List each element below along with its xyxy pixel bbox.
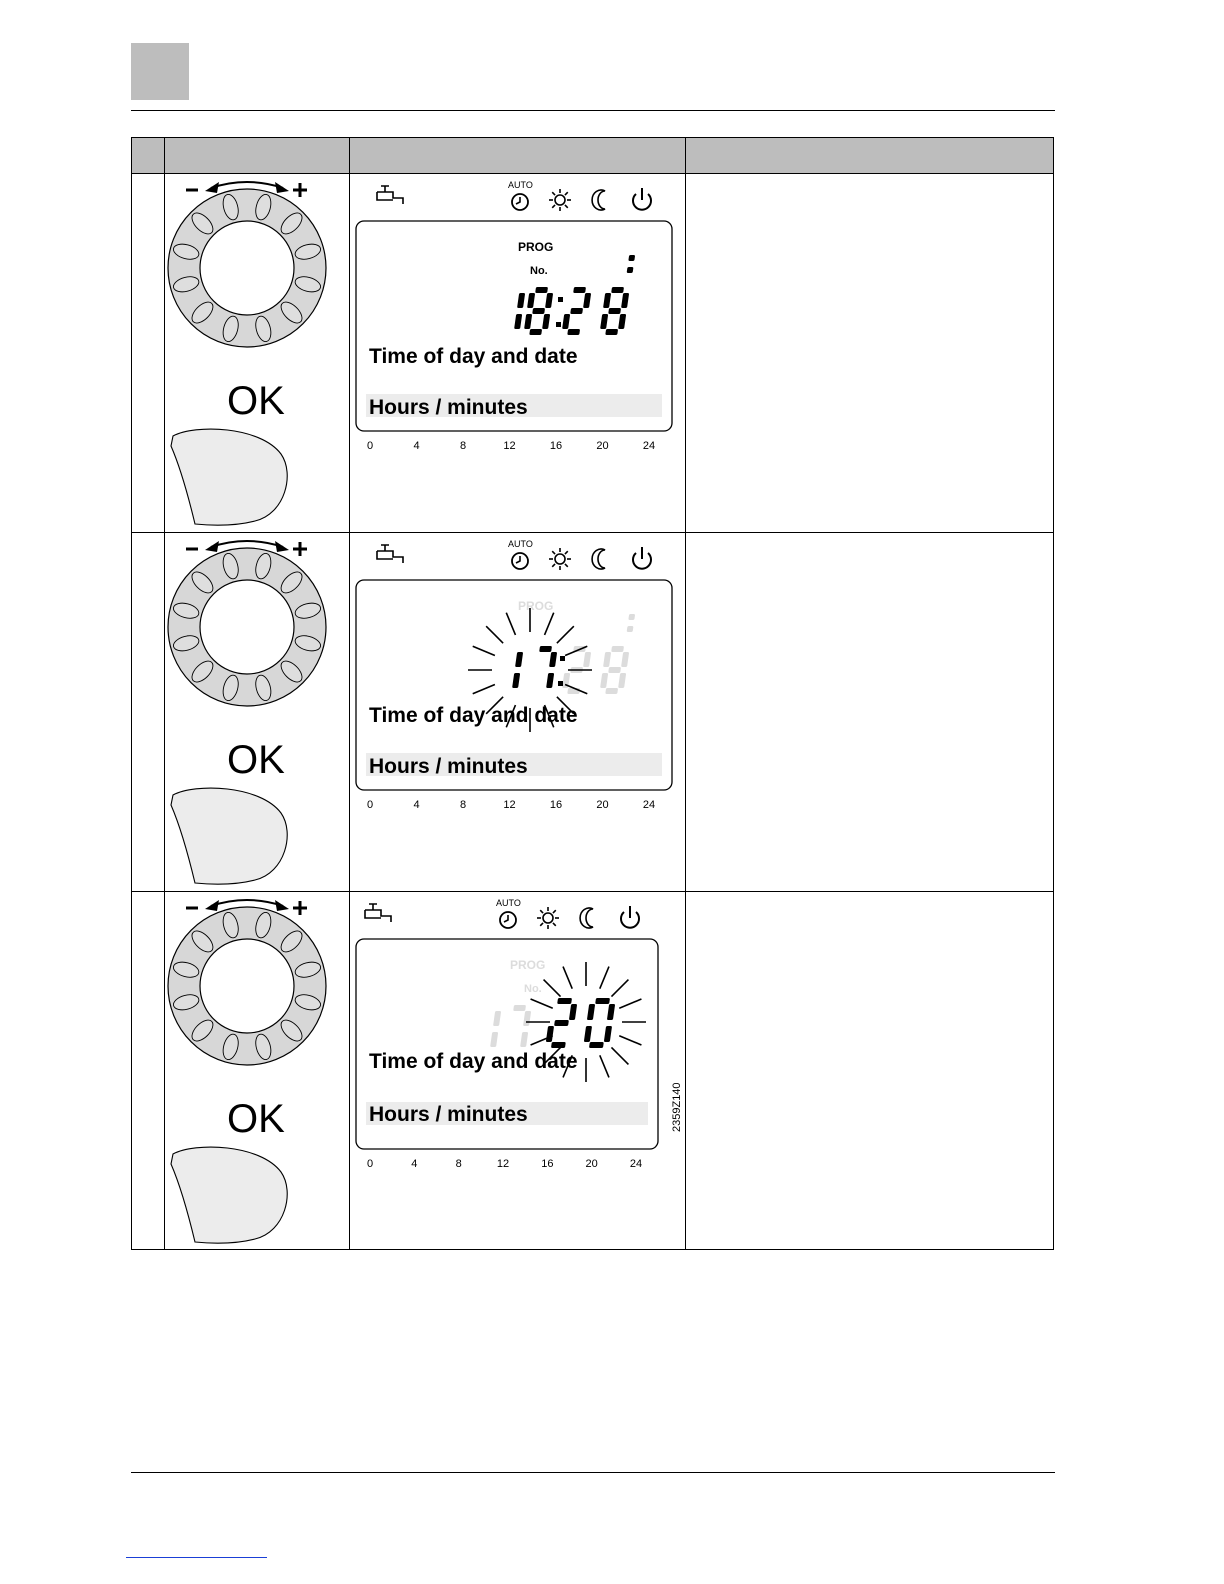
- table-row: [132, 533, 1053, 891]
- auto-label: AUTO: [496, 898, 521, 908]
- rotary-knob: [168, 907, 326, 1065]
- display-cell: [350, 892, 686, 1250]
- standby-icon: [633, 188, 651, 210]
- rotary-knob: [168, 189, 326, 347]
- ok-label: OK: [227, 738, 285, 782]
- time-axis-label: 4: [413, 799, 420, 811]
- plus-icon: [293, 183, 307, 197]
- digit-segment: [605, 688, 618, 694]
- auto-label: AUTO: [508, 539, 533, 549]
- knob-center: [200, 221, 294, 315]
- moon-icon: [592, 549, 605, 569]
- ok-label: OK: [227, 379, 285, 423]
- time-colon: [558, 297, 563, 302]
- lcd-subtitle-text: Hours / minutes: [369, 396, 528, 419]
- time-axis-label: 16: [541, 1158, 554, 1170]
- header-cell-explanation: [686, 138, 1053, 174]
- digit-segment: [535, 287, 548, 293]
- dhw-tap-icon: [365, 904, 391, 922]
- digit-segment: [595, 998, 610, 1004]
- knob-center: [200, 939, 294, 1033]
- sun-icon: [549, 548, 571, 570]
- display-cell: [350, 533, 686, 891]
- lcd-subtitle-text: Hours / minutes: [369, 1103, 528, 1126]
- digit-segment: [567, 329, 580, 335]
- sun-icon: [537, 907, 559, 929]
- operation-cell: [165, 892, 351, 1250]
- lcd-panel: [356, 221, 672, 431]
- time-axis-label: 24: [642, 799, 656, 811]
- time-axis-label: 24: [642, 440, 656, 452]
- prog-label: PROG: [518, 599, 554, 613]
- digit-segment: [551, 1042, 566, 1048]
- digit-segment: [513, 1005, 526, 1011]
- time-axis-label: 8: [455, 1158, 462, 1170]
- footer-rule: [131, 1472, 1055, 1473]
- no-label: No.: [530, 265, 548, 277]
- ok-button: [171, 429, 287, 525]
- lcd-title-text: Time of day and date: [369, 345, 578, 368]
- lcd-subtitle-text: Hours / minutes: [369, 755, 528, 778]
- digit-segment: [573, 287, 586, 293]
- digit-segment: [627, 626, 634, 632]
- time-axis-label: 0: [366, 799, 374, 811]
- time-axis-label: 0: [366, 1158, 374, 1170]
- time-axis-label: 0: [366, 440, 374, 452]
- operation-cell: [165, 533, 351, 891]
- digit-segment: [557, 998, 572, 1004]
- lcd-panel: [356, 580, 672, 790]
- digit-segment: [539, 646, 552, 652]
- time-colon: [560, 656, 565, 661]
- prog-label: PROG: [518, 240, 554, 254]
- standby-icon: [633, 547, 651, 569]
- footer-link-underline: [126, 1557, 267, 1558]
- operation-illustration: [165, 174, 351, 532]
- time-axis-label: 24: [629, 1158, 643, 1170]
- time-axis-label: 4: [413, 440, 420, 452]
- digit-segment: [608, 308, 621, 314]
- ok-button: [171, 1147, 287, 1243]
- prog-label: PROG: [510, 958, 546, 972]
- dhw-tap-icon: [377, 545, 403, 563]
- digit-segment: [628, 255, 635, 261]
- knob-center: [200, 580, 294, 674]
- lcd-panel: [356, 939, 658, 1149]
- digit-segment: [611, 287, 624, 293]
- table-row: [132, 892, 1053, 1250]
- dhw-tap-icon: [377, 186, 403, 204]
- steps-table: [131, 137, 1054, 1250]
- time-axis-label: 20: [585, 1158, 598, 1170]
- rotary-knob: [168, 548, 326, 706]
- digit-segment: [570, 308, 583, 314]
- display-illustration: [350, 533, 686, 891]
- auto-clock-icon: [508, 180, 533, 210]
- table-row: [132, 174, 1053, 532]
- time-axis-label: 20: [596, 440, 609, 452]
- digit-segment: [589, 1042, 604, 1048]
- auto-clock-icon: [496, 898, 521, 928]
- time-colon: [558, 681, 563, 686]
- operation-cell: [165, 174, 351, 532]
- lcd-title-text: Time of day and date: [369, 1050, 578, 1073]
- time-axis-label: 12: [503, 440, 516, 452]
- moon-icon: [592, 190, 605, 210]
- digit-segment: [554, 1020, 569, 1026]
- moon-icon: [580, 908, 593, 928]
- chapter-marker: [131, 43, 189, 100]
- display-cell: [350, 174, 686, 532]
- ok-label: OK: [227, 1097, 285, 1141]
- time-axis-label: 16: [549, 799, 563, 811]
- digit-segment: [529, 329, 542, 335]
- display-illustration: [350, 174, 686, 532]
- time-colon: [556, 322, 561, 327]
- time-axis-label: 20: [596, 799, 609, 811]
- digit-segment: [608, 667, 621, 673]
- ok-button: [171, 788, 287, 884]
- plus-icon: [293, 542, 307, 556]
- digit-segment: [605, 329, 618, 335]
- drawing-code: 2359Z140: [671, 1082, 683, 1132]
- display-illustration: [350, 892, 686, 1250]
- digit-segment: [532, 308, 545, 314]
- header-cell-display: [350, 138, 686, 174]
- time-axis-label: 8: [459, 440, 467, 452]
- digit-segment: [628, 614, 635, 620]
- sun-icon: [549, 189, 571, 211]
- time-axis-label: 12: [503, 799, 516, 811]
- header-cell-step: [132, 138, 165, 174]
- auto-clock-icon: [508, 539, 533, 569]
- digit-segment: [611, 646, 624, 652]
- header-rule: [131, 110, 1055, 111]
- auto-label: AUTO: [508, 180, 533, 190]
- time-axis-label: 12: [496, 1158, 510, 1170]
- no-label: No.: [524, 983, 542, 995]
- operation-illustration: [165, 892, 351, 1250]
- lcd-title-text: Time of day and date: [369, 704, 578, 727]
- digit-segment: [627, 267, 634, 273]
- standby-icon: [621, 906, 639, 928]
- time-axis-label: 4: [411, 1158, 418, 1170]
- time-axis-label: 16: [549, 440, 563, 452]
- operation-illustration: [165, 533, 351, 891]
- plus-icon: [293, 901, 307, 915]
- time-axis-label: 8: [459, 799, 467, 811]
- header-cell-operation: [165, 138, 350, 174]
